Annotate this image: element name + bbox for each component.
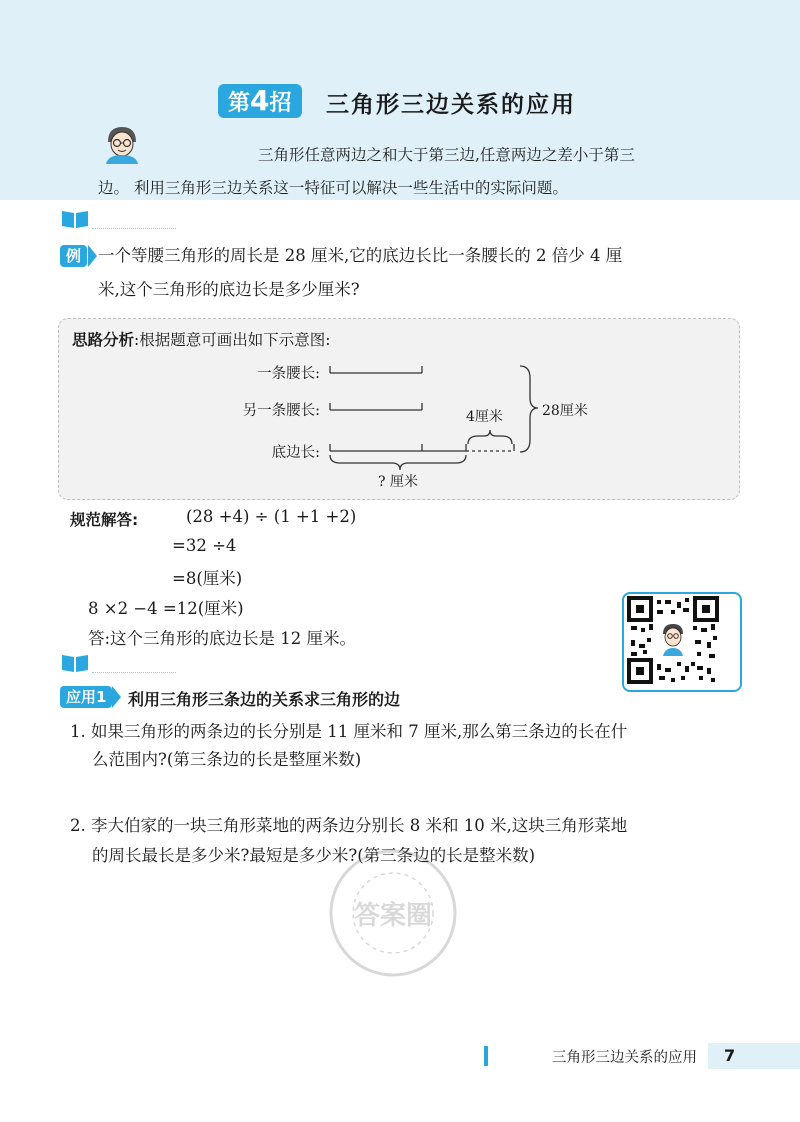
label-leg2: 另一条腰长: (242, 403, 320, 419)
question-1-line-1: 1. 如果三角形的两条边的长分别是 11 厘米和 7 厘米,那么第三条边的长在什 (70, 722, 628, 741)
page-title: 三角形三边关系的应用 (326, 92, 576, 118)
label-total: 28厘米 (542, 403, 588, 419)
analysis-heading: 思路分析 (72, 331, 135, 349)
badge-number: 4 (250, 84, 270, 117)
question-2-line-2: 的周长最长是多少米?最短是多少米?(第三条边的长是整米数) (92, 846, 536, 865)
badge-prefix: 第 (228, 91, 251, 116)
label-leg1: 一条腰长: (257, 366, 320, 382)
qr-code-icon[interactable] (627, 596, 719, 684)
label-unknown: ? 厘米 (378, 474, 418, 490)
badge-suffix: 招 (269, 91, 292, 116)
example-tag: 例 (60, 245, 87, 267)
example-line-2: 米,这个三角形的底边长是多少厘米? (98, 280, 360, 299)
book-icon (60, 652, 90, 674)
solution-step-4: 8 ×2 −4 =12(厘米) (88, 599, 244, 618)
solution-label: 规范解答: (70, 511, 139, 529)
segment-diagram (0, 0, 800, 520)
solution-step-2: =32 ÷4 (172, 536, 237, 555)
question-1-line-2: 么范围内?(第三条边的长是整厘米数) (92, 750, 362, 769)
example-line-1: 一个等腰三角形的周长是 28 厘米,它的底边长比一条腰长的 2 倍少 4 厘 (98, 246, 623, 265)
label-base: 底边长: (271, 445, 320, 461)
section-divider (92, 672, 176, 673)
application-title: 利用三角形三条边的关系求三角形的边 (128, 690, 401, 709)
watermark-stamp-icon (318, 838, 468, 988)
application-tag: 应用1 (60, 686, 112, 708)
watermark-text: 答案圈 (353, 901, 433, 931)
solution-step-3: =8(厘米) (172, 569, 243, 588)
footer-band (708, 1043, 800, 1069)
page-number: 7 (724, 1046, 736, 1065)
label-four-cm: 4厘米 (466, 409, 503, 425)
application-tag-arrow (112, 686, 121, 708)
footer-title: 三角形三边关系的应用 (552, 1050, 697, 1066)
analysis-text: :根据题意可画出如下示意图: (134, 331, 331, 349)
footer-accent-bar (484, 1046, 488, 1066)
intro-line-2: 边。 利用三角形三边关系这一特征可以解决一些生活中的实际问题。 (98, 179, 568, 197)
solution-answer: 答:这个三角形的底边长是 12 厘米。 (88, 629, 357, 648)
solution-step-1: (28 +4) ÷ (1 +1 +2) (186, 507, 357, 526)
question-2-line-1: 2. 李大伯家的一块三角形菜地的两条边分别长 8 米和 10 米,这块三角形菜地 (70, 816, 628, 835)
intro-line-1: 三角形任意两边之和大于第三边,任意两边之差小于第三 (258, 146, 635, 164)
